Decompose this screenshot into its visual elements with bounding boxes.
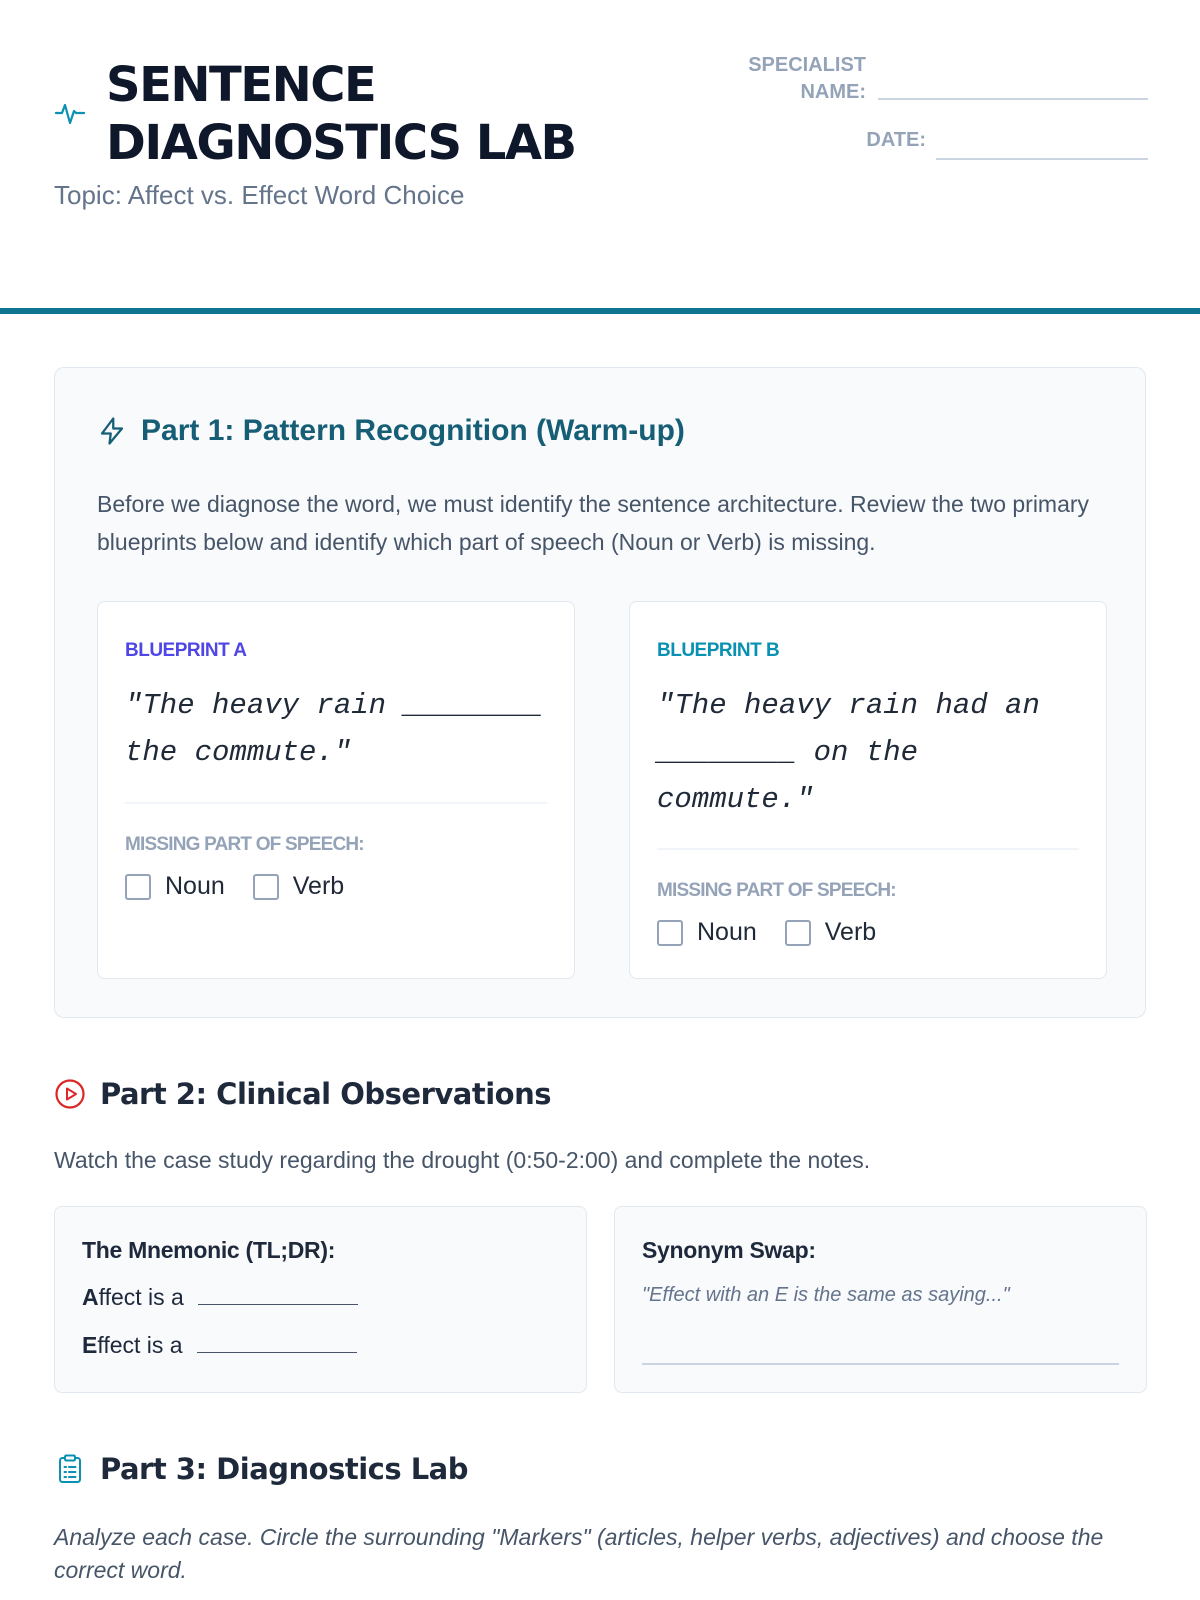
topic-subtitle: Topic: Affect vs. Effect Word Choice (54, 180, 465, 210)
divider (125, 802, 547, 804)
synonym-quote: "Effect with an E is the same as saying..." (642, 1284, 1010, 1306)
specialist-name-row (728, 52, 1148, 112)
page-title (106, 56, 706, 172)
part2-description: Watch the case study regarding the drought (0:50-2:00) and complete the notes. (54, 1147, 871, 1173)
blueprint-a-noun-option[interactable]: Noun (125, 872, 225, 901)
part2-title: Part 2: Clinical Observations (100, 1077, 551, 1111)
blueprint-a-question: MISSING PART OF SPEECH: (125, 834, 364, 855)
mnemonic-card (54, 1206, 587, 1393)
pulse-icon (54, 96, 86, 128)
blueprint-a-card (97, 601, 575, 979)
part1-section (54, 367, 1146, 1018)
date-field[interactable] (936, 158, 1148, 160)
divider (657, 848, 1079, 850)
title-line-2: DIAGNOSTICS LAB (106, 115, 576, 171)
date-row (728, 112, 1148, 172)
specialist-meta (728, 52, 1148, 172)
worksheet-header (0, 0, 1200, 314)
part1-description: Before we diagnose the word, we must identify the sentence architecture. Review the two primary blueprints below and identify which part of speech (Noun or Verb) is missing. (97, 491, 1090, 555)
lightning-icon (97, 416, 127, 446)
affect-row: Affect is a (82, 1284, 358, 1311)
mnemonic-title: The Mnemonic (TL;DR): (82, 1237, 336, 1263)
checkbox[interactable] (657, 920, 683, 946)
synonym-card (614, 1206, 1147, 1393)
synonym-title: Synonym Swap: (642, 1237, 816, 1263)
blueprint-a-options (125, 872, 372, 901)
blueprint-b-options (657, 918, 904, 947)
part3-title: Part 3: Diagnostics Lab (100, 1452, 469, 1486)
checkbox[interactable] (253, 874, 279, 900)
blueprint-b-question: MISSING PART OF SPEECH: (657, 880, 896, 901)
specialist-name-field[interactable] (878, 98, 1148, 100)
specialist-name-label: SPECIALIST NAME: (748, 54, 866, 103)
part3-heading (54, 1452, 468, 1486)
blueprint-a-label: BLUEPRINT A (125, 640, 247, 661)
blueprint-a-verb-option[interactable]: Verb (253, 872, 344, 901)
blueprint-b-sentence: "The heavy rain had an ________ on the commute." (657, 689, 1040, 816)
blueprint-b-noun-option[interactable]: Noun (657, 918, 757, 947)
part1-heading (97, 414, 685, 448)
blueprint-b-verb-option[interactable]: Verb (785, 918, 876, 947)
part3-description: Analyze each case. Circle the surrounding "Markers" (articles, helper verbs, adjectives) and choose the correct word. (54, 1524, 1104, 1583)
blueprint-a-sentence: "The heavy rain ________ the commute." (125, 689, 543, 769)
clipboard-icon (54, 1453, 86, 1485)
effect-row: Effect is a (82, 1332, 357, 1359)
play-circle-icon (54, 1078, 86, 1110)
part1-title: Part 1: Pattern Recognition (Warm-up) (141, 414, 685, 447)
date-label: DATE: (866, 129, 926, 151)
effect-blank[interactable] (197, 1352, 357, 1354)
blueprint-b-card (629, 601, 1107, 979)
part2-heading (54, 1077, 551, 1111)
blueprint-b-label: BLUEPRINT B (657, 640, 780, 661)
affect-blank[interactable] (198, 1304, 358, 1306)
synonym-answer-line[interactable] (642, 1363, 1119, 1365)
checkbox[interactable] (785, 920, 811, 946)
title-line-1: SENTENCE (106, 57, 376, 113)
checkbox[interactable] (125, 874, 151, 900)
